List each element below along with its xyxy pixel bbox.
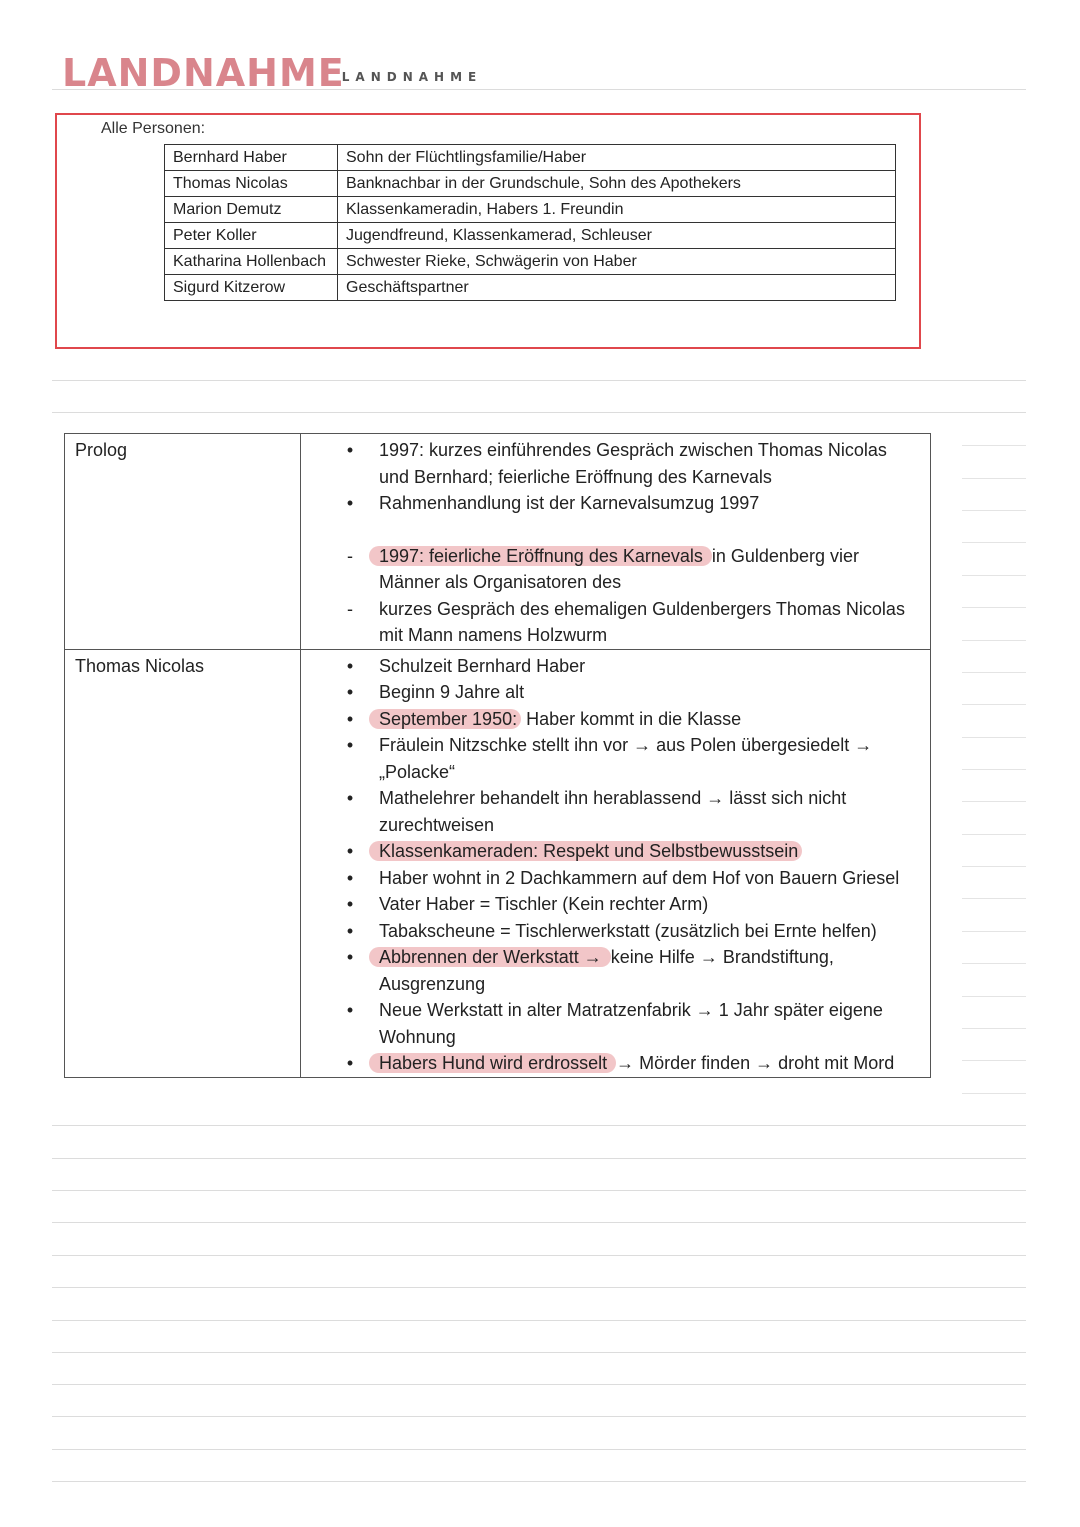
person-row <box>165 275 896 301</box>
margin-line <box>962 866 1026 867</box>
bullet-mark: • <box>346 1053 354 1073</box>
page-title-text: LANDNAHME <box>62 51 345 95</box>
list-item <box>301 1050 912 1077</box>
section-content <box>301 649 931 1077</box>
bullet-mark: • <box>346 493 354 513</box>
ruled-line <box>52 1320 1026 1321</box>
dash-mark: - <box>347 545 353 566</box>
bullet-mark: • <box>346 708 354 729</box>
margin-line <box>962 1093 1026 1094</box>
highlighted-text: Abbrennen der Werkstatt → <box>369 947 611 967</box>
ruled-line <box>52 1384 1026 1385</box>
bullet-mark: • <box>346 947 354 967</box>
section-row-prolog <box>65 434 931 650</box>
section-row-thomas-nicolas <box>65 649 931 1077</box>
item-text: Mathelehrer behandelt ihn herablassend → lässt sich nicht zurechtweisen <box>379 788 847 835</box>
ruled-line <box>52 1125 1026 1126</box>
list-item <box>301 437 912 490</box>
person-name: Sigurd Kitzerow <box>165 275 338 301</box>
person-desc: Geschäftspartner <box>338 275 896 301</box>
list-item <box>301 732 912 785</box>
margin-line <box>962 801 1026 802</box>
list-item <box>301 891 912 918</box>
persons-box <box>55 113 921 349</box>
ruled-line <box>52 380 1026 381</box>
bullet-mark: • <box>346 867 354 888</box>
margin-line <box>962 737 1026 738</box>
item-text: Neue Werkstatt in alter Matratzenfabrik → 1 Jahr später eigene Wohnung <box>379 1000 883 1047</box>
ruled-line <box>52 1449 1026 1450</box>
list-item <box>301 838 912 865</box>
list-item <box>301 596 912 649</box>
person-desc: Banknachbar in der Grundschule, Sohn des Apothekers <box>338 171 896 197</box>
section-content <box>301 434 931 650</box>
item-text: in Guldenberg vier Männer als Organisatoren des <box>379 545 859 592</box>
list-item <box>301 706 912 733</box>
bullet-mark: • <box>346 1000 354 1020</box>
person-row <box>165 171 896 197</box>
person-name: Marion Demutz <box>165 197 338 223</box>
item-text: 1997: kurzes einführendes Gespräch zwischen Thomas Nicolas und Bernhard; feierliche Eröffnung des Karnevals <box>379 440 887 487</box>
margin-line <box>962 1060 1026 1061</box>
margin-line <box>962 1028 1026 1029</box>
ruled-line <box>52 1190 1026 1191</box>
margin-line <box>962 575 1026 576</box>
person-row <box>165 197 896 223</box>
margin-line <box>962 542 1026 543</box>
margin-line <box>962 769 1026 770</box>
item-text: Tabakscheune = Tischlerwerkstatt (zusätzlich bei Ernte helfen) <box>379 920 877 941</box>
ruled-line <box>52 1255 1026 1256</box>
item-text: Vater Haber = Tischler (Kein rechter Arm) <box>379 894 709 914</box>
bullet-mark: • <box>346 735 354 755</box>
thomas-list <box>301 653 912 1077</box>
bullet-mark: • <box>346 920 354 941</box>
margin-line <box>962 607 1026 608</box>
margin-line <box>962 640 1026 641</box>
margin-line <box>962 931 1026 932</box>
list-item <box>301 543 912 596</box>
highlighted-text: Klassenkameraden: Respekt und Selbstbewusstsein <box>369 841 802 861</box>
item-text: Beginn 9 Jahre alt <box>379 682 525 702</box>
notes-table <box>64 433 931 1078</box>
person-desc: Jugendfreund, Klassenkamerad, Schleuser <box>338 223 896 249</box>
page-title <box>62 50 482 100</box>
item-text: Fräulein Nitzschke stellt ihn vor → aus Polen übergesiedelt → „Polacke“ <box>379 735 873 782</box>
margin-line <box>962 704 1026 705</box>
person-row <box>165 223 896 249</box>
margin-line <box>962 478 1026 479</box>
bullet-mark: • <box>346 841 354 861</box>
list-item <box>301 679 912 706</box>
bullet-mark: • <box>346 894 354 914</box>
person-name: Thomas Nicolas <box>165 171 338 197</box>
section-title: Thomas Nicolas <box>65 649 301 1077</box>
list-item <box>301 918 912 945</box>
person-row <box>165 249 896 275</box>
page-title-small: LANDNAHME <box>341 70 483 84</box>
ruled-line <box>52 1481 1026 1482</box>
margin-line <box>962 834 1026 835</box>
persons-table <box>164 144 896 301</box>
item-text: Haber kommt in die Klasse <box>521 708 742 729</box>
person-name: Bernhard Haber <box>165 145 338 171</box>
item-text: → Mörder finden → droht mit Mord <box>616 1053 895 1073</box>
item-text: kurzes Gespräch des ehemaligen Guldenbergers Thomas Nicolas mit Mann namens Holzwurm <box>379 598 905 645</box>
item-text: Haber wohnt in 2 Dachkammern auf dem Hof von Bauern Griesel <box>379 867 900 888</box>
prolog-list <box>301 437 912 649</box>
person-desc: Sohn der Flüchtlingsfamilie/Haber <box>338 145 896 171</box>
bullet-mark: • <box>346 440 354 460</box>
list-item <box>301 490 912 517</box>
margin-line <box>962 898 1026 899</box>
persons-label: Alle Personen: <box>101 120 206 137</box>
margin-line <box>962 672 1026 673</box>
list-item <box>301 997 912 1050</box>
bullet-mark: • <box>346 682 354 702</box>
person-name: Katharina Hollenbach <box>165 249 338 275</box>
bullet-mark: • <box>346 655 354 676</box>
margin-line <box>962 510 1026 511</box>
person-name: Peter Koller <box>165 223 338 249</box>
item-text: keine Hilfe → Brandstiftung, Ausgrenzung <box>379 947 834 994</box>
margin-line <box>962 445 1026 446</box>
bullet-mark: • <box>346 788 354 808</box>
item-text: Schulzeit Bernhard Haber <box>379 655 586 676</box>
ruled-line <box>52 1287 1026 1288</box>
highlighted-text: Habers Hund wird erdrosselt <box>369 1053 616 1073</box>
margin-line <box>962 963 1026 964</box>
highlighted-text: September 1950: <box>369 709 521 729</box>
item-text: Rahmenhandlung ist der Karnevalsumzug 1997 <box>379 493 760 513</box>
ruled-line <box>52 412 1026 413</box>
person-row <box>165 145 896 171</box>
list-item <box>301 944 912 997</box>
ruled-line <box>52 1222 1026 1223</box>
person-desc: Klassenkameradin, Habers 1. Freundin <box>338 197 896 223</box>
highlighted-text: 1997: feierliche Eröffnung des Karnevals <box>369 546 712 566</box>
list-item <box>301 785 912 838</box>
ruled-line <box>52 1416 1026 1417</box>
list-item <box>301 865 912 892</box>
section-title: Prolog <box>65 434 301 650</box>
dash-mark: - <box>347 598 353 619</box>
margin-line <box>962 996 1026 997</box>
list-item <box>301 653 912 680</box>
ruled-line <box>52 1352 1026 1353</box>
ruled-line <box>52 1158 1026 1159</box>
person-desc: Schwester Rieke, Schwägerin von Haber <box>338 249 896 275</box>
